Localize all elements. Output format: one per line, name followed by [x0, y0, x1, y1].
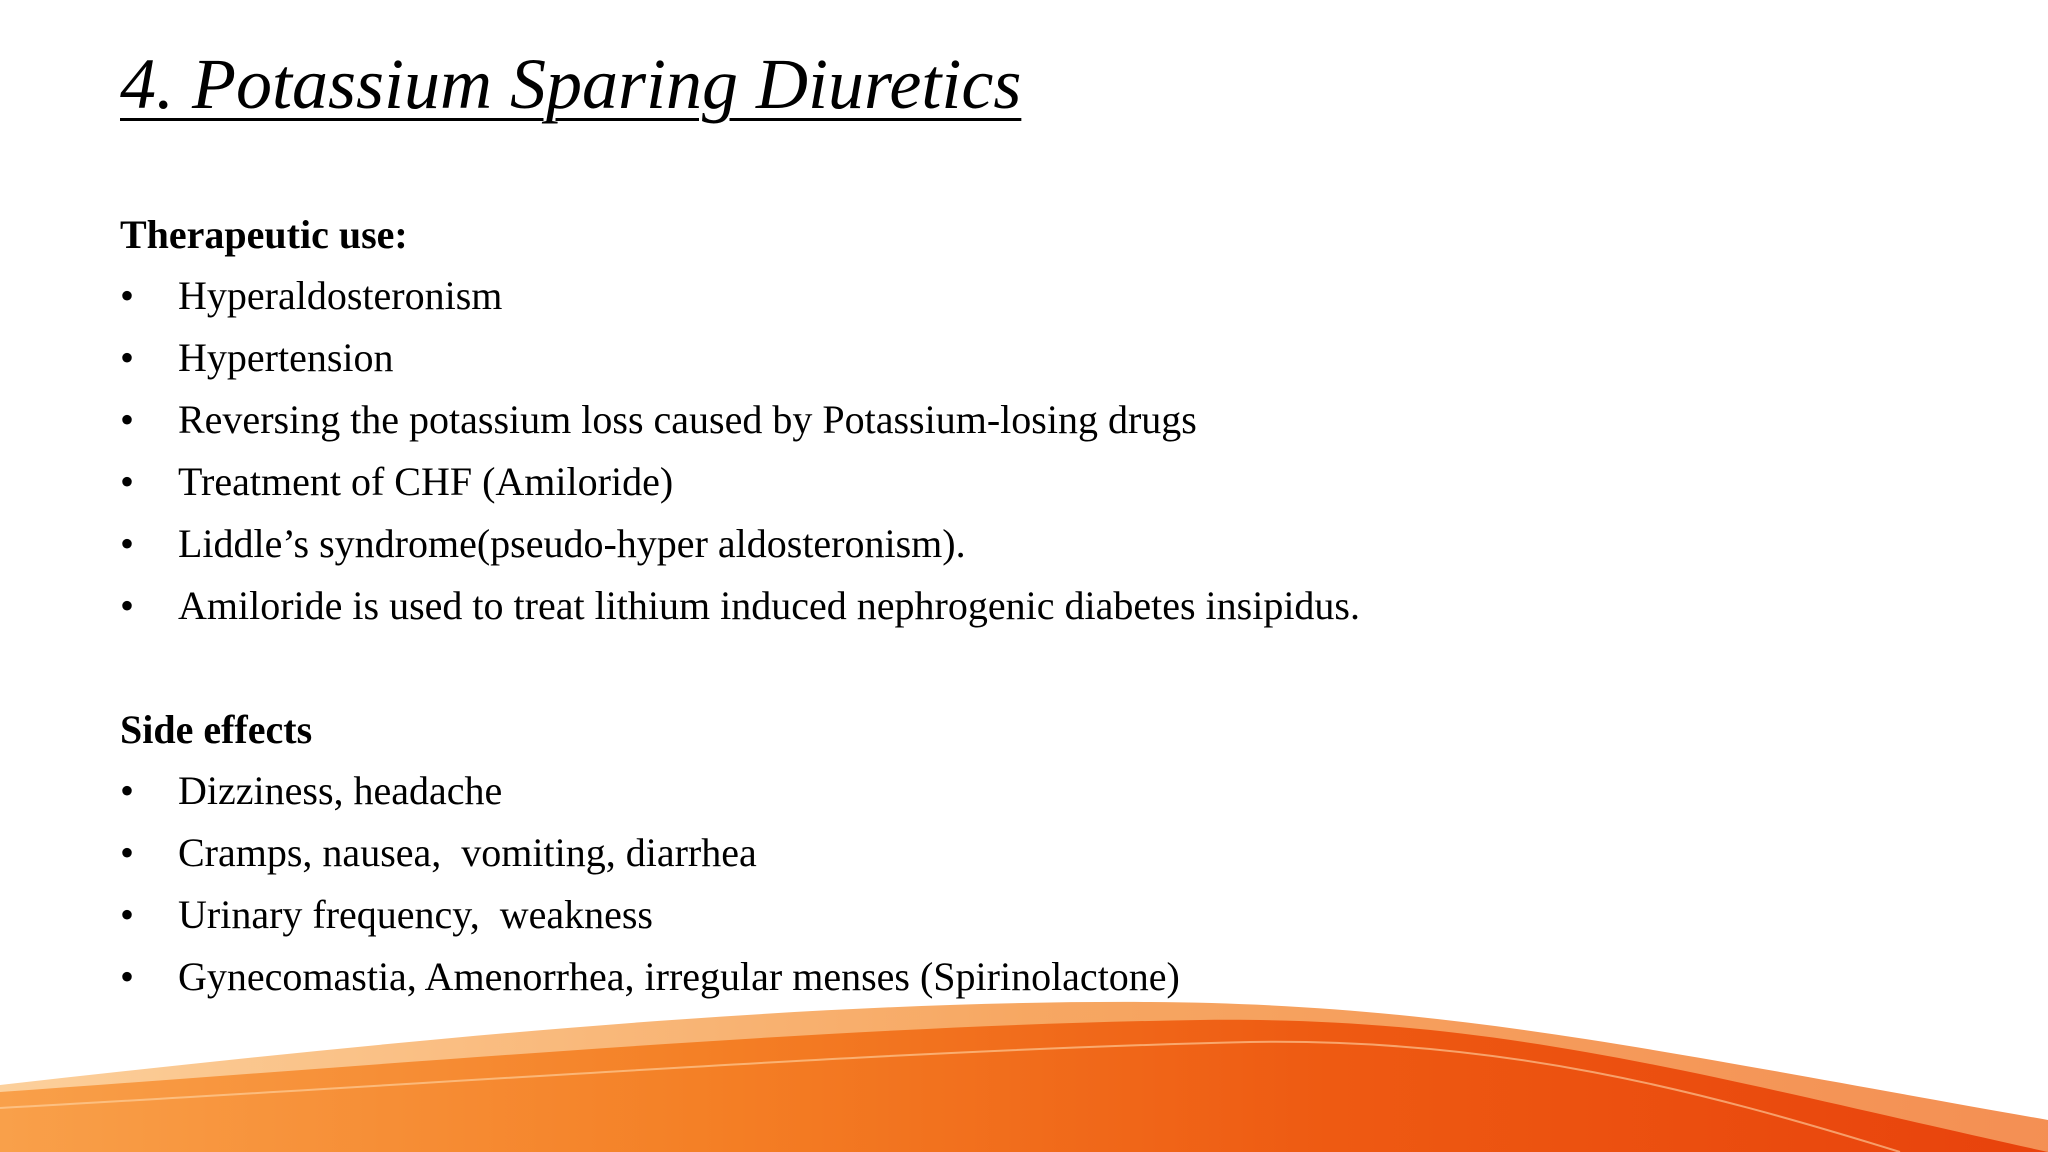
- therapeutic-use-section: [120, 205, 1920, 637]
- list-item: [120, 884, 1920, 946]
- bullet-icon: •: [120, 335, 135, 380]
- list-item-text: Urinary frequency, weakness: [178, 892, 653, 937]
- orange-wave-decoration: [0, 980, 2048, 1152]
- list-item: [120, 451, 1920, 513]
- list-item-text: Gynecomastia, Amenorrhea, irregular menses (Spirinolactone): [178, 954, 1180, 999]
- list-item: [120, 265, 1920, 327]
- therapeutic-use-heading: Therapeutic use:: [120, 212, 408, 257]
- bullet-icon: •: [120, 583, 135, 628]
- bullet-icon: •: [120, 954, 135, 999]
- list-item: [120, 760, 1920, 822]
- wave-front-layer: [0, 1020, 2048, 1152]
- bullet-icon: •: [120, 397, 135, 442]
- side-effects-section: [120, 700, 1920, 1008]
- list-item: [120, 822, 1920, 884]
- side-effects-list: [120, 760, 1920, 1008]
- bullet-icon: •: [120, 273, 135, 318]
- list-item: [120, 513, 1920, 575]
- side-effects-heading: Side effects: [120, 707, 313, 752]
- bullet-icon: •: [120, 768, 135, 813]
- slide-title: 4. Potassium Sparing Diuretics: [120, 44, 1022, 124]
- bullet-icon: •: [120, 459, 135, 504]
- list-item: [120, 389, 1920, 451]
- list-item-text: Hyperaldosteronism: [178, 273, 503, 318]
- list-item: [120, 575, 1920, 637]
- bullet-icon: •: [120, 892, 135, 937]
- list-item-text: Treatment of CHF (Amiloride): [178, 459, 674, 504]
- list-item-text: Cramps, nausea, vomiting, diarrhea: [178, 830, 757, 875]
- list-item-text: Liddle’s syndrome(pseudo-hyper aldosteronism).: [178, 521, 966, 566]
- list-item-text: Dizziness, headache: [178, 768, 503, 813]
- list-item: [120, 327, 1920, 389]
- list-item-text: Amiloride is used to treat lithium induced nephrogenic diabetes insipidus.: [178, 583, 1360, 628]
- bullet-icon: •: [120, 830, 135, 875]
- bullet-icon: •: [120, 521, 135, 566]
- therapeutic-use-list: [120, 265, 1920, 637]
- list-item-text: Hypertension: [178, 335, 394, 380]
- list-item-text: Reversing the potassium loss caused by Potassium-losing drugs: [178, 397, 1197, 442]
